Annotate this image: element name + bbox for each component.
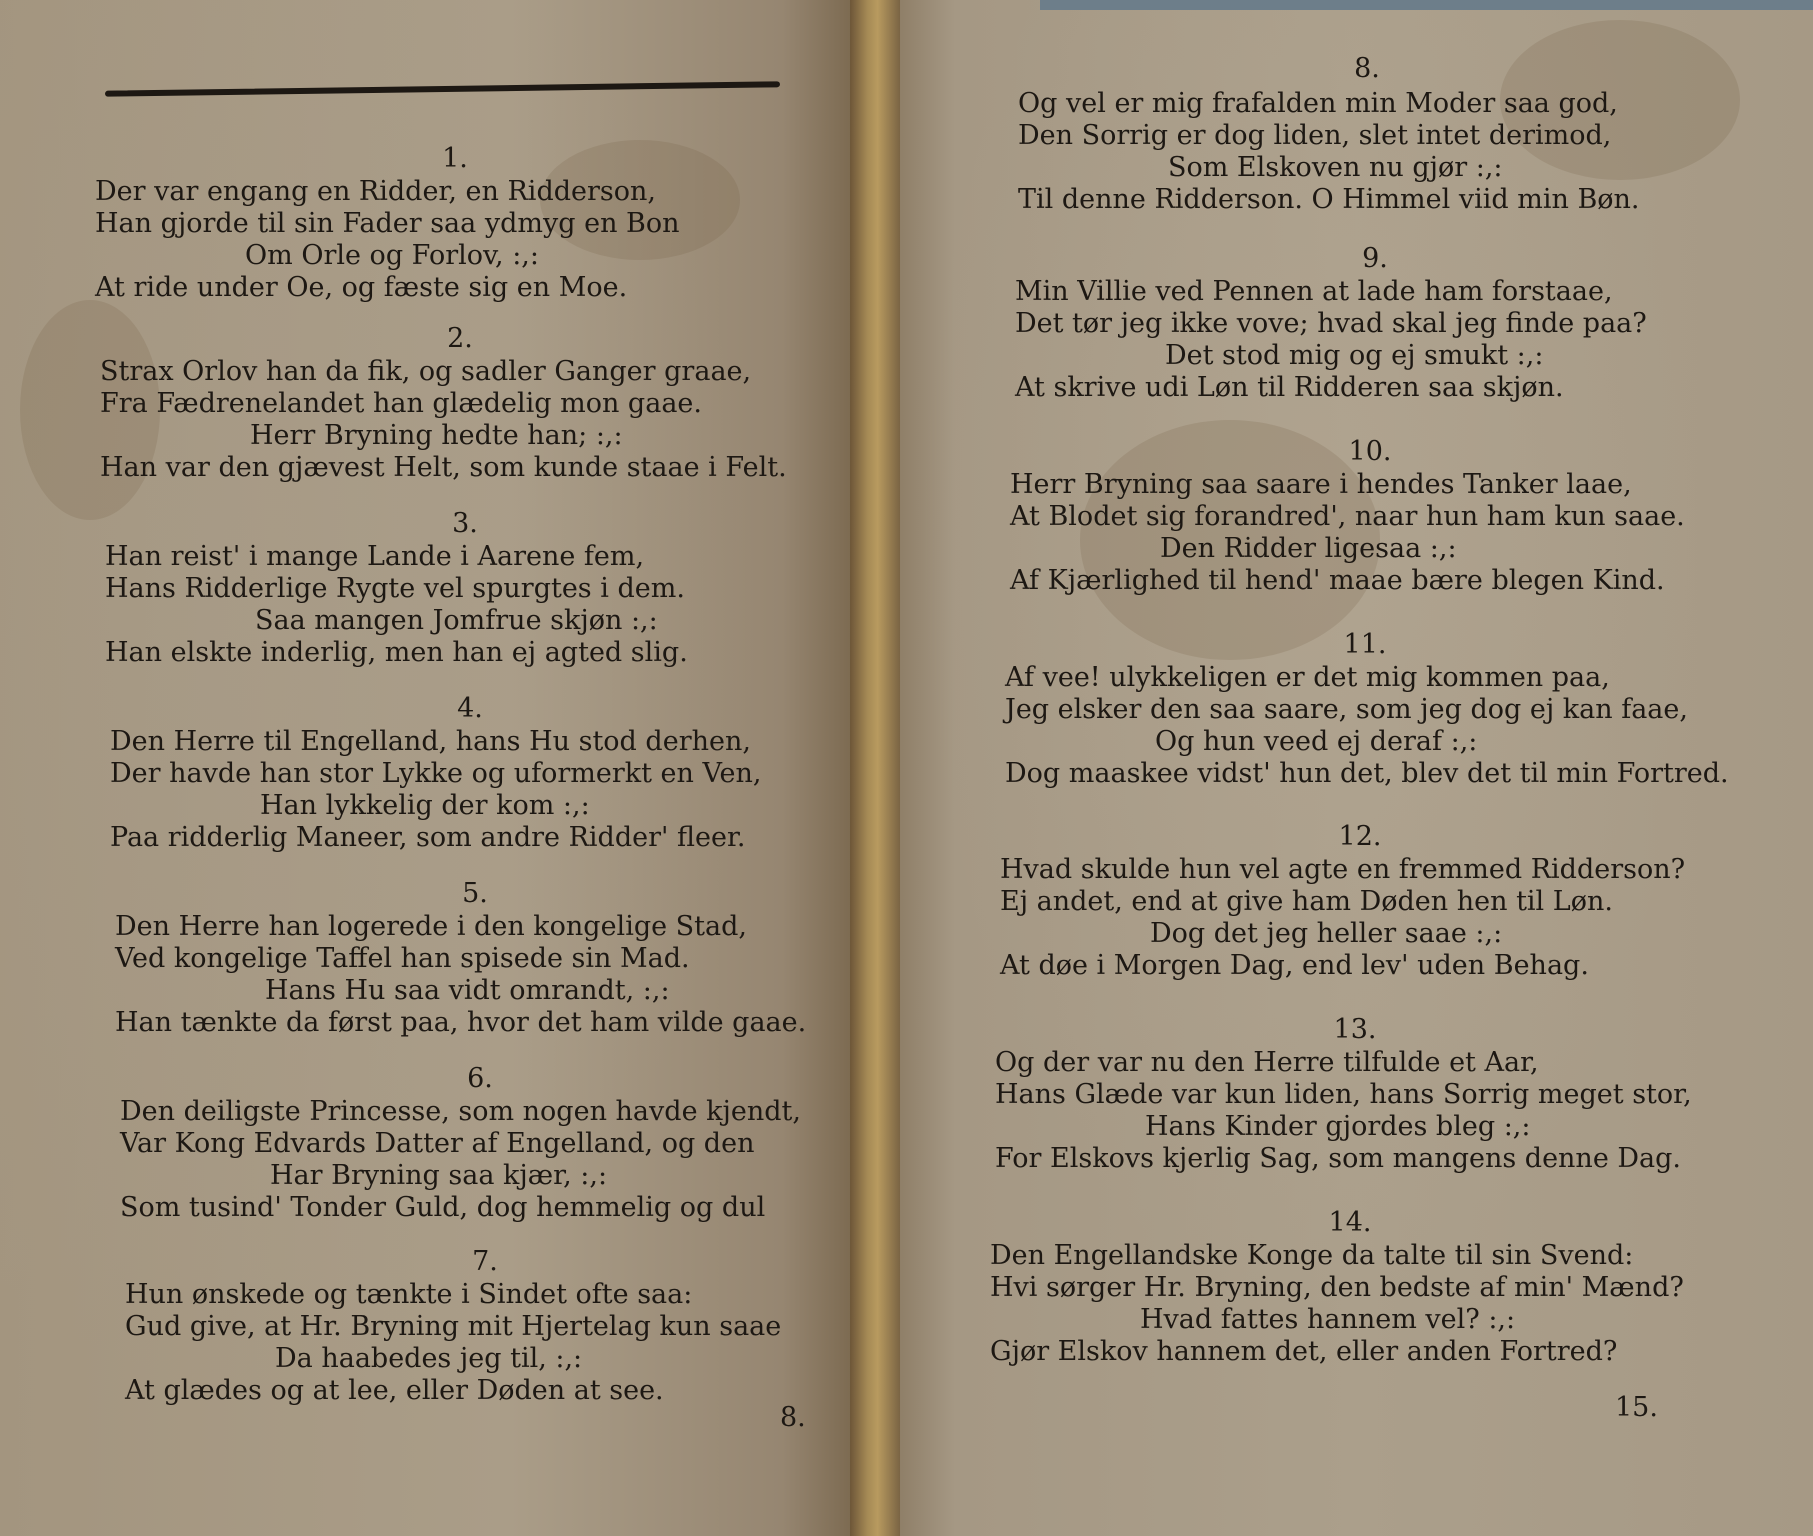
verse-line: Ej andet, end at give ham Døden hen til Løn. [1000, 886, 1613, 917]
stanza-12 [1000, 820, 1720, 982]
verse-line: Paa ridderlig Maneer, som andre Ridder' fleer. [110, 822, 746, 853]
verse-line: Det stod mig og ej smukt :,: [1165, 340, 1544, 371]
verse-line: Saa mangen Jomfrue skjøn :,: [255, 605, 658, 636]
verse-line: Hvad skulde hun vel agte en fremmed Ridderson? [1000, 854, 1686, 885]
decorative-rule [105, 81, 780, 96]
stanza-7 [125, 1245, 845, 1407]
verse-line: At skrive udi Løn til Ridderen saa skjøn. [1015, 372, 1564, 403]
verse-line: Gjør Elskov hannem det, eller anden Fortred? [990, 1336, 1618, 1367]
stanza-13 [995, 1013, 1715, 1175]
stanza-6 [120, 1062, 840, 1224]
stanza-number: 6. [467, 1063, 493, 1094]
stanza-1 [95, 142, 815, 304]
verse-line: Hans Glæde var kun liden, hans Sorrig meget stor, [995, 1079, 1692, 1110]
verse-line: At ride under Oe, og fæste sig en Moe. [95, 272, 628, 303]
verse-line: At glædes og at lee, eller Døden at see. [125, 1375, 664, 1406]
verse-line: Han reist' i mange Lande i Aarene fem, [105, 541, 645, 572]
verse-line: Hans Hu saa vidt omrandt, :,: [265, 975, 670, 1006]
verse-line: Var Kong Edvards Datter af Engelland, og den [120, 1128, 755, 1159]
stanza-number [1018, 54, 1738, 88]
verse-line: For Elskovs kjerlig Sag, som mangens denne Dag. [995, 1143, 1681, 1174]
verse-line: At Blodet sig forandred', naar hun ham kun saae. [1010, 501, 1685, 532]
verse-line: Den Herre til Engelland, hans Hu stod derhen, [110, 726, 751, 757]
verse-line: Dog det jeg heller saae :,: [1150, 918, 1503, 949]
verse-line: Strax Orlov han da fik, og sadler Ganger graae, [100, 356, 752, 387]
verse-line: Har Bryning saa kjær, :,: [270, 1160, 608, 1191]
verse-line: Gud give, at Hr. Bryning mit Hjertelag kun saae [125, 1311, 782, 1342]
verse-line: Som Elskoven nu gjør :,: [1168, 152, 1503, 183]
background-edge [1040, 0, 1813, 10]
verse-line: Og hun veed ej deraf :,: [1155, 726, 1478, 757]
verse-line: Hans Ridderlige Rygte vel spurgtes i dem. [105, 573, 685, 604]
verse-line: Han gjorde til sin Fader saa ydmyg en Bon [95, 208, 680, 239]
verse-line: Han elskte inderlig, men han ej agted slig. [105, 637, 688, 668]
verse-line: Ved kongelige Taffel han spisede sin Mad. [115, 943, 690, 974]
verse-line: At døe i Morgen Dag, end lev' uden Behag. [1000, 950, 1589, 981]
verse-line: Der havde han stor Lykke og uformerkt en Ven, [110, 758, 762, 789]
verse-line: Hans Kinder gjordes bleg :,: [1145, 1111, 1531, 1142]
stanza-4 [110, 692, 830, 854]
stanza-number: 11. [1343, 629, 1387, 660]
verse-line: Til denne Ridderson. O Himmel viid min Bøn. [1018, 184, 1640, 215]
stanza-number: 14. [1328, 1207, 1372, 1238]
stanza-number: 9. [1362, 243, 1388, 274]
verse-line: Som tusind' Tonder Guld, dog hemmelig og dul [120, 1192, 766, 1223]
stanza-number: 5. [462, 878, 488, 909]
verse-line: Af vee! ulykkeligen er det mig kommen paa, [1005, 662, 1610, 693]
stanza-number: 1. [442, 143, 468, 174]
stanza-number: 2. [447, 323, 473, 354]
verse-line: Hvad fattes hannem vel? :,: [1140, 1304, 1516, 1335]
stanza-5 [115, 877, 835, 1039]
stanza-3 [105, 507, 825, 669]
verse-line: Hun ønskede og tænkte i Sindet ofte saa: [125, 1279, 693, 1310]
verse-line: Om Orle og Forlov, :,: [245, 240, 539, 271]
verse-line: Den Ridder ligesaa :,: [1160, 533, 1457, 564]
verse-line: Han tænkte da først paa, hvor det ham vilde gaae. [115, 1007, 807, 1038]
stanza-8 [1018, 54, 1738, 216]
catchword: 8. [780, 1402, 806, 1433]
verse-line: Den deiligste Princesse, som nogen havde kjendt, [120, 1096, 801, 1127]
stanza-number: 10. [1348, 436, 1392, 467]
stanza-11 [1005, 628, 1729, 790]
verse-line: Fra Fædrenelandet han glædelig mon gaae. [100, 388, 702, 419]
verse-line: Herr Bryning hedte han; :,: [250, 420, 623, 451]
verse-line: Min Villie ved Pennen at lade ham forstaae, [1015, 276, 1613, 307]
verse-line: Jeg elsker den saa saare, som jeg dog ej kan faae, [1005, 694, 1688, 725]
verse-line: Der var engang en Ridder, en Ridderson, [95, 176, 656, 207]
stanza-9 [1015, 242, 1735, 404]
stanza-number: 13. [1333, 1014, 1377, 1045]
verse-line: Den Engellandske Konge da talte til sin Svend: [990, 1240, 1634, 1271]
left-page [0, 0, 850, 1536]
verse-line: Han lykkelig der kom :,: [260, 790, 590, 821]
stanza-14 [990, 1206, 1710, 1368]
verse-line: Herr Bryning saa saare i hendes Tanker laae, [1010, 469, 1632, 500]
stanza-number: 3. [452, 508, 478, 539]
verse-line: Dog maaskee vidst' hun det, blev det til min Fortred. [1005, 758, 1729, 789]
verse-line: Den Herre han logerede i den kongelige Stad, [115, 911, 747, 942]
verse-line: Af Kjærlighed til hend' maae bære blegen Kind. [1010, 565, 1665, 596]
stanza-number: 4. [457, 693, 483, 724]
verse-line: Hvi sørger Hr. Bryning, den bedste af min' Mænd? [990, 1272, 1684, 1303]
verse-line: Det tør jeg ikke vove; hvad skal jeg finde paa? [1015, 308, 1647, 339]
stanza-10 [1010, 435, 1730, 597]
page-number: 8. [1354, 53, 1380, 84]
stanza-number: 12. [1338, 821, 1382, 852]
right-page [900, 0, 1813, 1536]
stanza-2 [100, 322, 820, 484]
verse-line: Han var den gjævest Helt, som kunde staae i Felt. [100, 452, 787, 483]
stanza-number: 7. [472, 1246, 498, 1277]
verse-line: Og vel er mig frafalden min Moder saa god, [1018, 88, 1618, 119]
book-gutter [850, 0, 900, 1536]
catchword: 15. [1615, 1392, 1658, 1423]
verse-line: Da haabedes jeg til, :,: [275, 1343, 583, 1374]
verse-line: Og der var nu den Herre tilfulde et Aar, [995, 1047, 1539, 1078]
verse-line: Den Sorrig er dog liden, slet intet derimod, [1018, 120, 1612, 151]
